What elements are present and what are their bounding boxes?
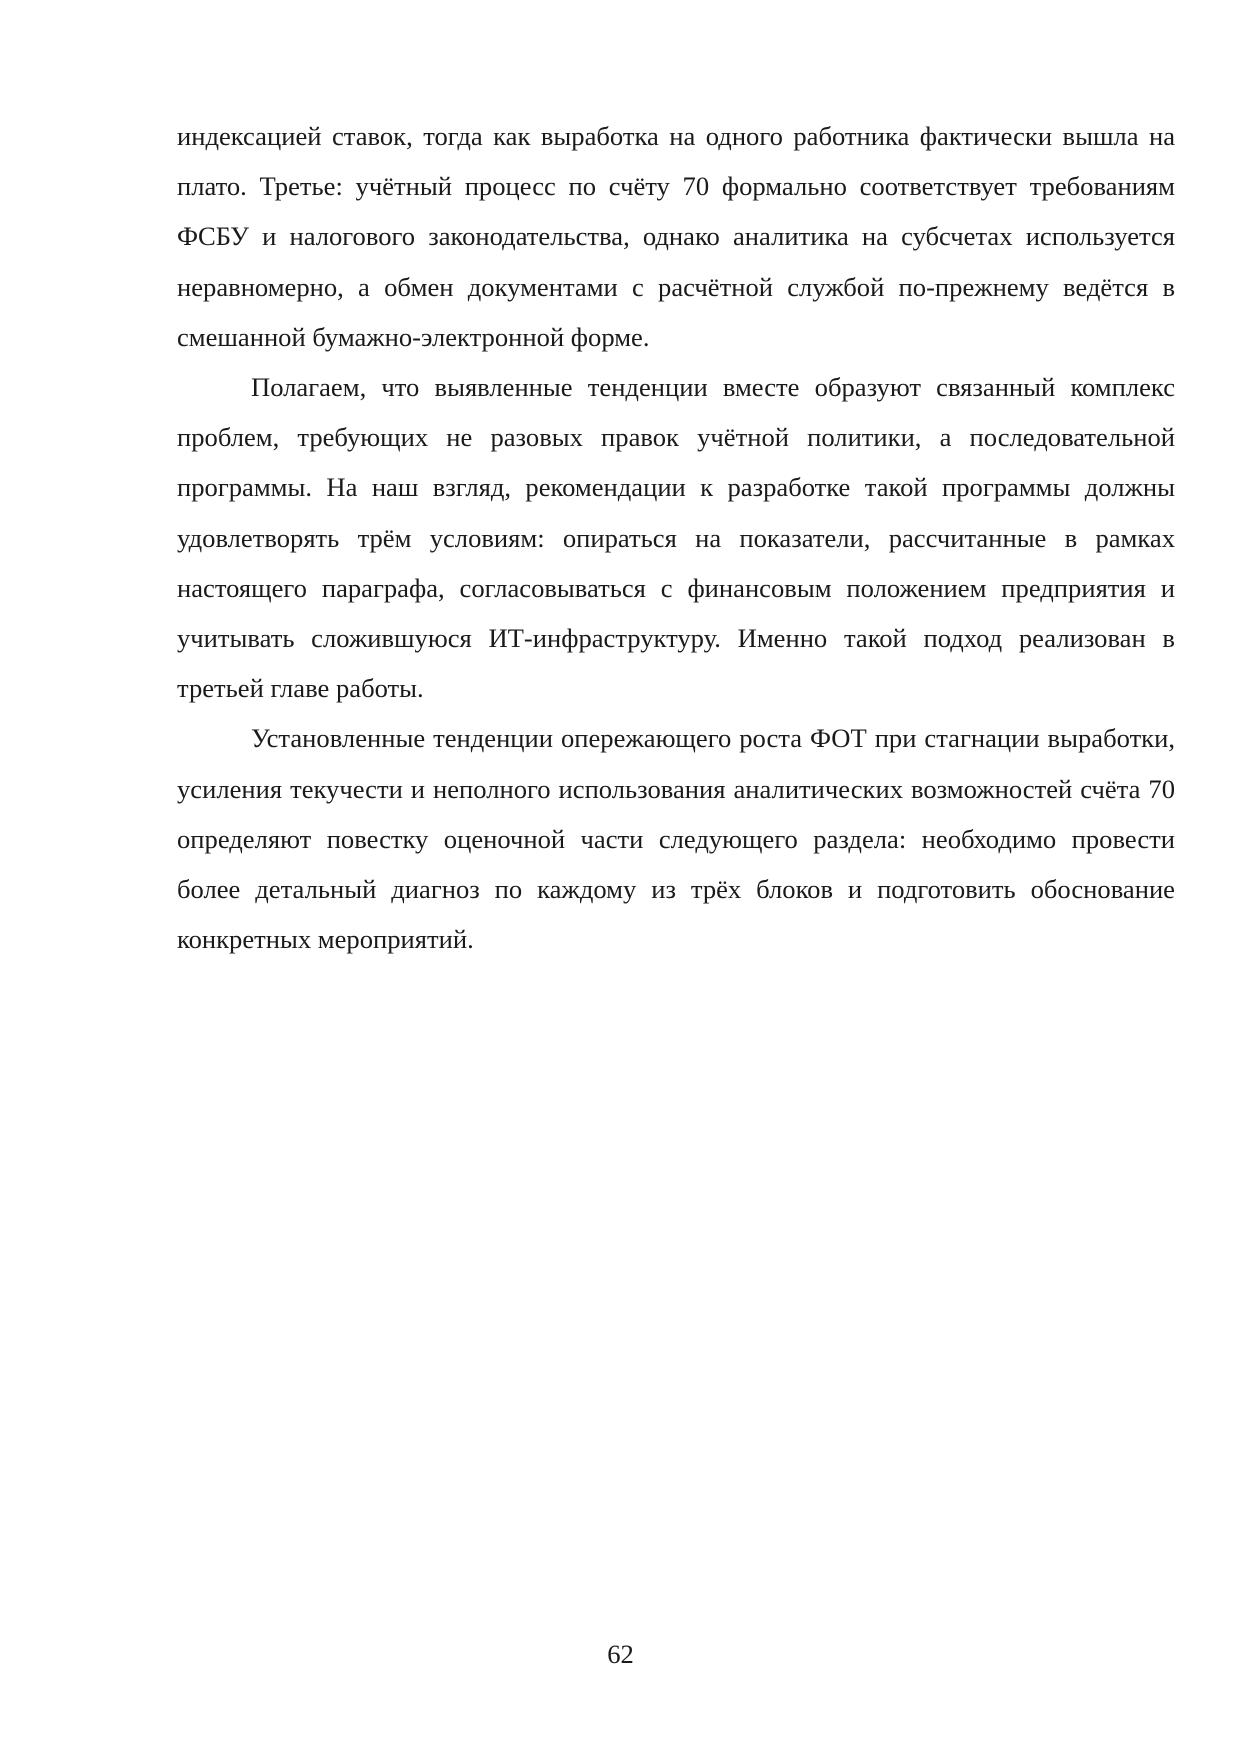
page-number: 62 <box>607 1639 634 1669</box>
paragraph-1: индексацией ставок, тогда как выработка на одного работника фактически вышла на плато. Третье: учётный процесс по счёту 70 формально соответствует требованиям ФСБУ и налогового законодательства, однако аналитика на субсчетах используется неравномерно, а обмен документами с расчётной службой по-прежнему ведётся в смешанной бумажно-электронной форме. <box>177 121 1175 352</box>
body-text <box>177 111 1175 964</box>
paragraph-2: Полагаем, что выявленные тенденции вместе образуют связанный комплекс проблем, требующих не разовых правок учётной политики, а последовательной программы. На наш взгляд, рекомендации к разработке такой программы должны удовлетворять трём условиям: опираться на показатели, рассчитанные в рамках настоящего параграфа, согласовываться с финансовым положением предприятия и учитывать сложившуюся ИТ-инфраструктуру. Именно такой подход реализован в третьей главе работы. <box>177 372 1175 704</box>
paragraph-3: Установленные тенденции опережающего роста ФОТ при стагнации выработки, усиления текучести и неполного использования аналитических возможностей счёта 70 определяют повестку оценочной части следующего раздела: необходимо провести более детальный диагноз по каждому из трёх блоков и подготовить обоснование конкретных мероприятий. <box>177 723 1175 955</box>
